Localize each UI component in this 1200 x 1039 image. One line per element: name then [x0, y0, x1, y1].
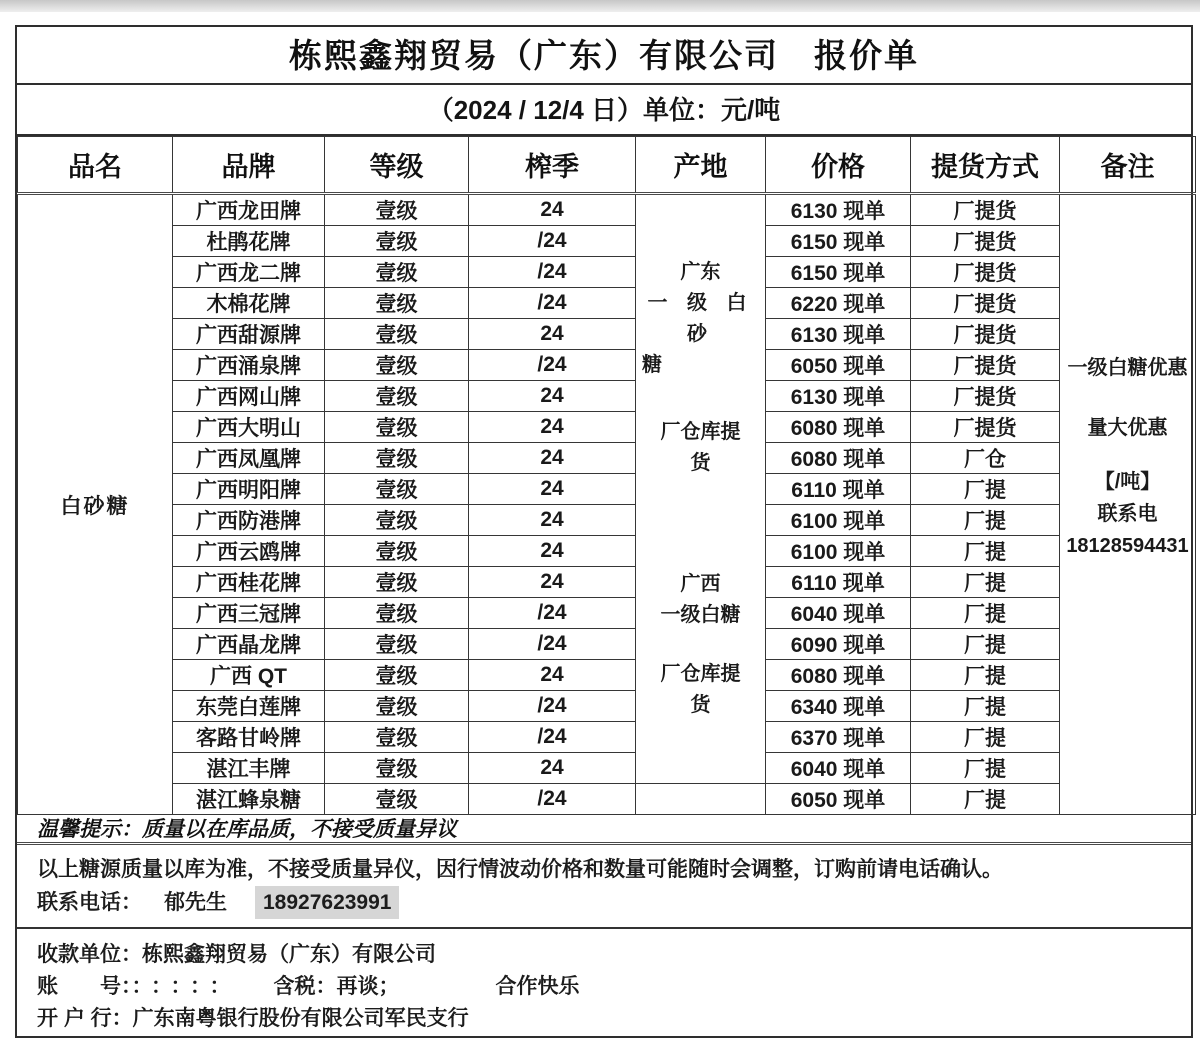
coop-note: 合作快乐 — [495, 975, 580, 998]
pickup-cell: 厂提 — [911, 753, 1060, 784]
grade-cell: 壹级 — [325, 319, 469, 350]
price-cell: 6100 现单 — [766, 505, 911, 536]
price-cell: 6040 现单 — [766, 753, 911, 784]
grade-cell: 壹级 — [325, 598, 469, 629]
price-cell: 6040 现单 — [766, 598, 911, 629]
table-row — [18, 474, 1196, 505]
warm-tip: 温馨提示：质量以在库品质，不接受质量异议 — [17, 815, 1191, 845]
table-row — [18, 629, 1196, 660]
price-cell: 6050 现单 — [766, 350, 911, 381]
account-label: 账 号： — [37, 975, 132, 998]
table-row — [18, 567, 1196, 598]
brand-cell: 湛江丰牌 — [173, 753, 325, 784]
pickup-cell: 厂提货 — [911, 194, 1060, 226]
grade-cell: 壹级 — [325, 567, 469, 598]
price-cell: 6130 现单 — [766, 194, 911, 226]
table-row — [18, 194, 1196, 226]
price-cell: 6150 现单 — [766, 226, 911, 257]
grade-cell: 壹级 — [325, 753, 469, 784]
payee-label: 收款单位： — [37, 943, 142, 966]
quotation-sheet — [15, 25, 1193, 1038]
season-cell: 24 — [469, 660, 636, 691]
season-cell: /24 — [469, 288, 636, 319]
brand-cell: 广西龙二牌 — [173, 257, 325, 288]
price-cell: 6130 现单 — [766, 381, 911, 412]
grade-cell: 壹级 — [325, 505, 469, 536]
season-cell: /24 — [469, 629, 636, 660]
season-cell: /24 — [469, 722, 636, 753]
brand-cell: 广西桂花牌 — [173, 567, 325, 598]
table-row — [18, 784, 1196, 815]
price-cell: 6090 现单 — [766, 629, 911, 660]
season-cell: 24 — [469, 381, 636, 412]
pickup-cell: 厂提 — [911, 660, 1060, 691]
table-row — [18, 753, 1196, 784]
brand-cell: 木棉花牌 — [173, 288, 325, 319]
season-cell: /24 — [469, 257, 636, 288]
pickup-cell: 厂提 — [911, 784, 1060, 815]
brand-cell: 广西龙田牌 — [173, 194, 325, 226]
brand-cell: 广西网山牌 — [173, 381, 325, 412]
date-unit-subtitle: （2024 / 12/4 日）单位：元/吨 — [17, 85, 1191, 136]
header-product: 品名 — [18, 137, 173, 194]
price-cell: 6080 现单 — [766, 660, 911, 691]
header-season: 榨季 — [469, 137, 636, 194]
bank-label: 开 户 行： — [37, 1007, 133, 1030]
table-row — [18, 412, 1196, 443]
brand-cell: 广西 QT — [173, 660, 325, 691]
product-name-cell: 白砂糖 — [18, 194, 173, 815]
table-row — [18, 288, 1196, 319]
header-remark: 备注 — [1060, 137, 1196, 194]
brand-cell: 广西涌泉牌 — [173, 350, 325, 381]
brand-cell: 广西明阳牌 — [173, 474, 325, 505]
grade-cell: 壹级 — [325, 536, 469, 567]
grade-cell: 壹级 — [325, 194, 469, 226]
bank-line — [37, 1003, 1191, 1035]
pickup-cell: 厂提 — [911, 722, 1060, 753]
table-row — [18, 598, 1196, 629]
table-row — [18, 505, 1196, 536]
price-cell: 6080 现单 — [766, 412, 911, 443]
remark-line: 一级白糖优惠 — [1067, 356, 1188, 379]
price-cell: 6080 现单 — [766, 443, 911, 474]
table-row — [18, 536, 1196, 567]
header-grade: 等级 — [325, 137, 469, 194]
grade-cell: 壹级 — [325, 381, 469, 412]
grade-cell: 壹级 — [325, 474, 469, 505]
tax-note: 含税：再谈； — [273, 975, 400, 998]
scan-top-strip — [0, 0, 1200, 12]
brand-cell: 东莞白莲牌 — [173, 691, 325, 722]
remark-line: 18128594431 — [1066, 534, 1189, 557]
header-pickup: 提货方式 — [911, 137, 1060, 194]
pickup-cell: 厂提货 — [911, 226, 1060, 257]
season-cell: 24 — [469, 443, 636, 474]
season-cell: 24 — [469, 505, 636, 536]
brand-cell: 湛江蜂泉糖 — [173, 784, 325, 815]
pickup-cell: 厂提 — [911, 598, 1060, 629]
season-cell: 24 — [469, 753, 636, 784]
remark-line: 量大优惠 — [1087, 416, 1168, 439]
grade-cell: 壹级 — [325, 722, 469, 753]
payee-line — [37, 939, 1191, 971]
pickup-cell: 厂提货 — [911, 319, 1060, 350]
bank-value: 广东南粤银行股份有限公司军民支行 — [132, 1007, 469, 1030]
remark-line: 联系电 — [1097, 502, 1158, 525]
season-cell: 24 — [469, 474, 636, 505]
payee-value: 栋熙鑫翔贸易（广东）有限公司 — [142, 943, 436, 966]
brand-cell: 广西云鸥牌 — [173, 536, 325, 567]
table-row — [18, 443, 1196, 474]
grade-cell: 壹级 — [325, 226, 469, 257]
brand-cell: 广西甜源牌 — [173, 319, 325, 350]
season-cell: /24 — [469, 350, 636, 381]
price-cell: 6100 现单 — [766, 536, 911, 567]
grade-cell: 壹级 — [325, 629, 469, 660]
header-brand: 品牌 — [173, 137, 325, 194]
pickup-cell: 厂提 — [911, 629, 1060, 660]
brand-cell: 广西晶龙牌 — [173, 629, 325, 660]
table-row — [18, 381, 1196, 412]
brand-cell: 广西大明山 — [173, 412, 325, 443]
brand-cell: 广西三冠牌 — [173, 598, 325, 629]
table-row — [18, 350, 1196, 381]
season-cell: 24 — [469, 194, 636, 226]
season-cell: 24 — [469, 567, 636, 598]
price-cell: 6340 现单 — [766, 691, 911, 722]
pickup-cell: 厂提货 — [911, 381, 1060, 412]
pickup-cell: 厂提 — [911, 474, 1060, 505]
header-price: 价格 — [766, 137, 911, 194]
price-cell: 6220 现单 — [766, 288, 911, 319]
contact-phone: 18927623991 — [255, 886, 399, 919]
season-cell: /24 — [469, 598, 636, 629]
pickup-cell: 厂提 — [911, 536, 1060, 567]
pickup-cell: 厂提货 — [911, 412, 1060, 443]
account-colons: ：：：：： — [131, 975, 240, 998]
brand-cell: 广西凤凰牌 — [173, 443, 325, 474]
grade-cell: 壹级 — [325, 691, 469, 722]
table-row — [18, 691, 1196, 722]
brand-cell: 客路甘岭牌 — [173, 722, 325, 753]
table-header-row — [18, 137, 1196, 194]
table-row — [18, 660, 1196, 691]
table-row — [18, 226, 1196, 257]
season-cell: 24 — [469, 536, 636, 567]
season-cell: /24 — [469, 691, 636, 722]
price-cell: 6130 现单 — [766, 319, 911, 350]
contact-name: 郁先生 — [164, 891, 227, 914]
grade-cell: 壹级 — [325, 443, 469, 474]
disclaimer-text: 以上糖源质量以库为准，不接受质量异仪，因行情波动价格和数量可能随时会调整，订购前请电话确认。 — [37, 858, 1003, 881]
pickup-cell: 厂提货 — [911, 288, 1060, 319]
page-title: 栋熙鑫翔贸易（广东）有限公司 报价单 — [17, 27, 1191, 85]
grade-cell: 壹级 — [325, 288, 469, 319]
price-table — [17, 136, 1196, 815]
table-row — [18, 319, 1196, 350]
grade-cell: 壹级 — [325, 660, 469, 691]
pickup-cell: 厂提货 — [911, 257, 1060, 288]
grade-cell: 壹级 — [325, 412, 469, 443]
price-cell: 6110 现单 — [766, 474, 911, 505]
contact-label: 联系电话： — [37, 891, 142, 914]
grade-cell: 壹级 — [325, 784, 469, 815]
table-row — [18, 257, 1196, 288]
account-line — [37, 971, 1191, 1003]
season-cell: 24 — [469, 412, 636, 443]
payment-info-block — [17, 929, 1191, 1036]
contact-line — [37, 886, 1191, 919]
notes-block — [17, 845, 1191, 929]
grade-cell: 壹级 — [325, 350, 469, 381]
grade-cell: 壹级 — [325, 257, 469, 288]
price-table-body — [18, 194, 1196, 815]
pickup-cell: 厂提 — [911, 567, 1060, 598]
season-cell: /24 — [469, 784, 636, 815]
price-cell: 6110 现单 — [766, 567, 911, 598]
brand-cell: 杜鹃花牌 — [173, 226, 325, 257]
price-cell: 6150 现单 — [766, 257, 911, 288]
pickup-cell: 厂提 — [911, 691, 1060, 722]
price-cell: 6050 现单 — [766, 784, 911, 815]
pickup-cell: 厂提货 — [911, 350, 1060, 381]
price-cell: 6370 现单 — [766, 722, 911, 753]
origin-empty-cell — [636, 784, 766, 815]
origin-cell: 广东 一 级 白 砂 糖 厂仓库提 货 广西 一级白糖 厂仓库提 货 — [636, 194, 766, 784]
pickup-cell: 厂仓 — [911, 443, 1060, 474]
season-cell: 24 — [469, 319, 636, 350]
remark-cell — [1060, 194, 1196, 815]
remark-line: 【/吨】 — [1094, 470, 1161, 493]
table-row — [18, 722, 1196, 753]
header-origin: 产地 — [636, 137, 766, 194]
season-cell: /24 — [469, 226, 636, 257]
brand-cell: 广西防港牌 — [173, 505, 325, 536]
pickup-cell: 厂提 — [911, 505, 1060, 536]
